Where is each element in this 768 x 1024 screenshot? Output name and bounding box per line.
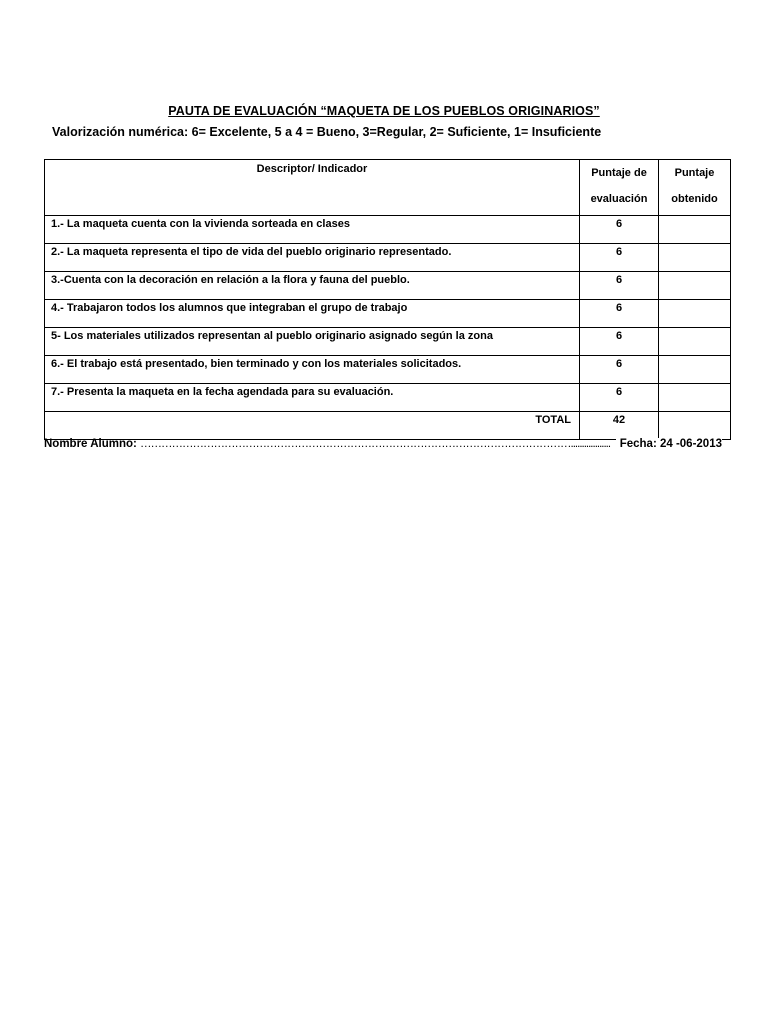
row-score: 6 [580, 272, 659, 300]
row-score: 6 [580, 216, 659, 244]
table-row [45, 216, 731, 244]
row-obtained-field[interactable] [659, 328, 731, 356]
date-label: Fecha: 24 -06-2013 [616, 438, 722, 450]
header-descriptor: Descriptor/ Indicador [45, 160, 580, 216]
row-obtained-field[interactable] [659, 300, 731, 328]
row-score: 6 [580, 356, 659, 384]
row-descriptor: 3.-Cuenta con la decoración en relación a la flora y fauna del pueblo. [45, 272, 580, 300]
row-obtained-field[interactable] [659, 216, 731, 244]
evaluation-table [44, 159, 731, 440]
footer-line [44, 438, 730, 450]
student-name-label: Nombre Alumno: [44, 438, 141, 450]
total-score: 42 [580, 412, 659, 440]
table-row [45, 328, 731, 356]
table-row [45, 244, 731, 272]
row-descriptor: 2.- La maqueta representa el tipo de vida del pueblo originario representado. [45, 244, 580, 272]
table-row [45, 384, 731, 412]
header-score-evaluation-line1: Puntaje de [591, 167, 647, 179]
table-header-row [45, 160, 731, 216]
row-descriptor: 5- Los materiales utilizados representan al pueblo originario asignado según la zona [45, 328, 580, 356]
row-score: 6 [580, 244, 659, 272]
row-descriptor: 4.- Trabajaron todos los alumnos que integraban el grupo de trabajo [45, 300, 580, 328]
student-name-field[interactable]: …………………………………………………………………………………………………………….................. [140, 438, 611, 450]
total-obtained-field[interactable] [659, 412, 731, 440]
row-descriptor: 6.- El trabajo está presentado, bien terminado y con los materiales solicitados. [45, 356, 580, 384]
table-row [45, 356, 731, 384]
row-descriptor: 7.- Presenta la maqueta en la fecha agendada para su evaluación. [45, 384, 580, 412]
total-row [45, 412, 731, 440]
row-obtained-field[interactable] [659, 272, 731, 300]
row-obtained-field[interactable] [659, 244, 731, 272]
table-row [45, 272, 731, 300]
total-label: TOTAL [45, 412, 580, 440]
row-score: 6 [580, 384, 659, 412]
header-score-obtained-line1: Puntaje [674, 167, 715, 179]
rating-scale-subtitle: Valorización numérica: 6= Excelente, 5 a 4 = Bueno, 3=Regular, 2= Suficiente, 1= Insuficiente [52, 125, 602, 139]
row-descriptor: 1.- La maqueta cuenta con la vivienda sorteada en clases [45, 216, 580, 244]
header-score-obtained-line2: obtenido [671, 193, 718, 205]
row-score: 6 [580, 300, 659, 328]
row-obtained-field[interactable] [659, 384, 731, 412]
header-score-obtained [659, 160, 731, 216]
header-score-evaluation [580, 160, 659, 216]
header-score-evaluation-line2: evaluación [590, 193, 648, 205]
document-title: PAUTA DE EVALUACIÓN “MAQUETA DE LOS PUEBLOS ORIGINARIOS” [168, 104, 600, 118]
table-row [45, 300, 731, 328]
row-score: 6 [580, 328, 659, 356]
row-obtained-field[interactable] [659, 356, 731, 384]
